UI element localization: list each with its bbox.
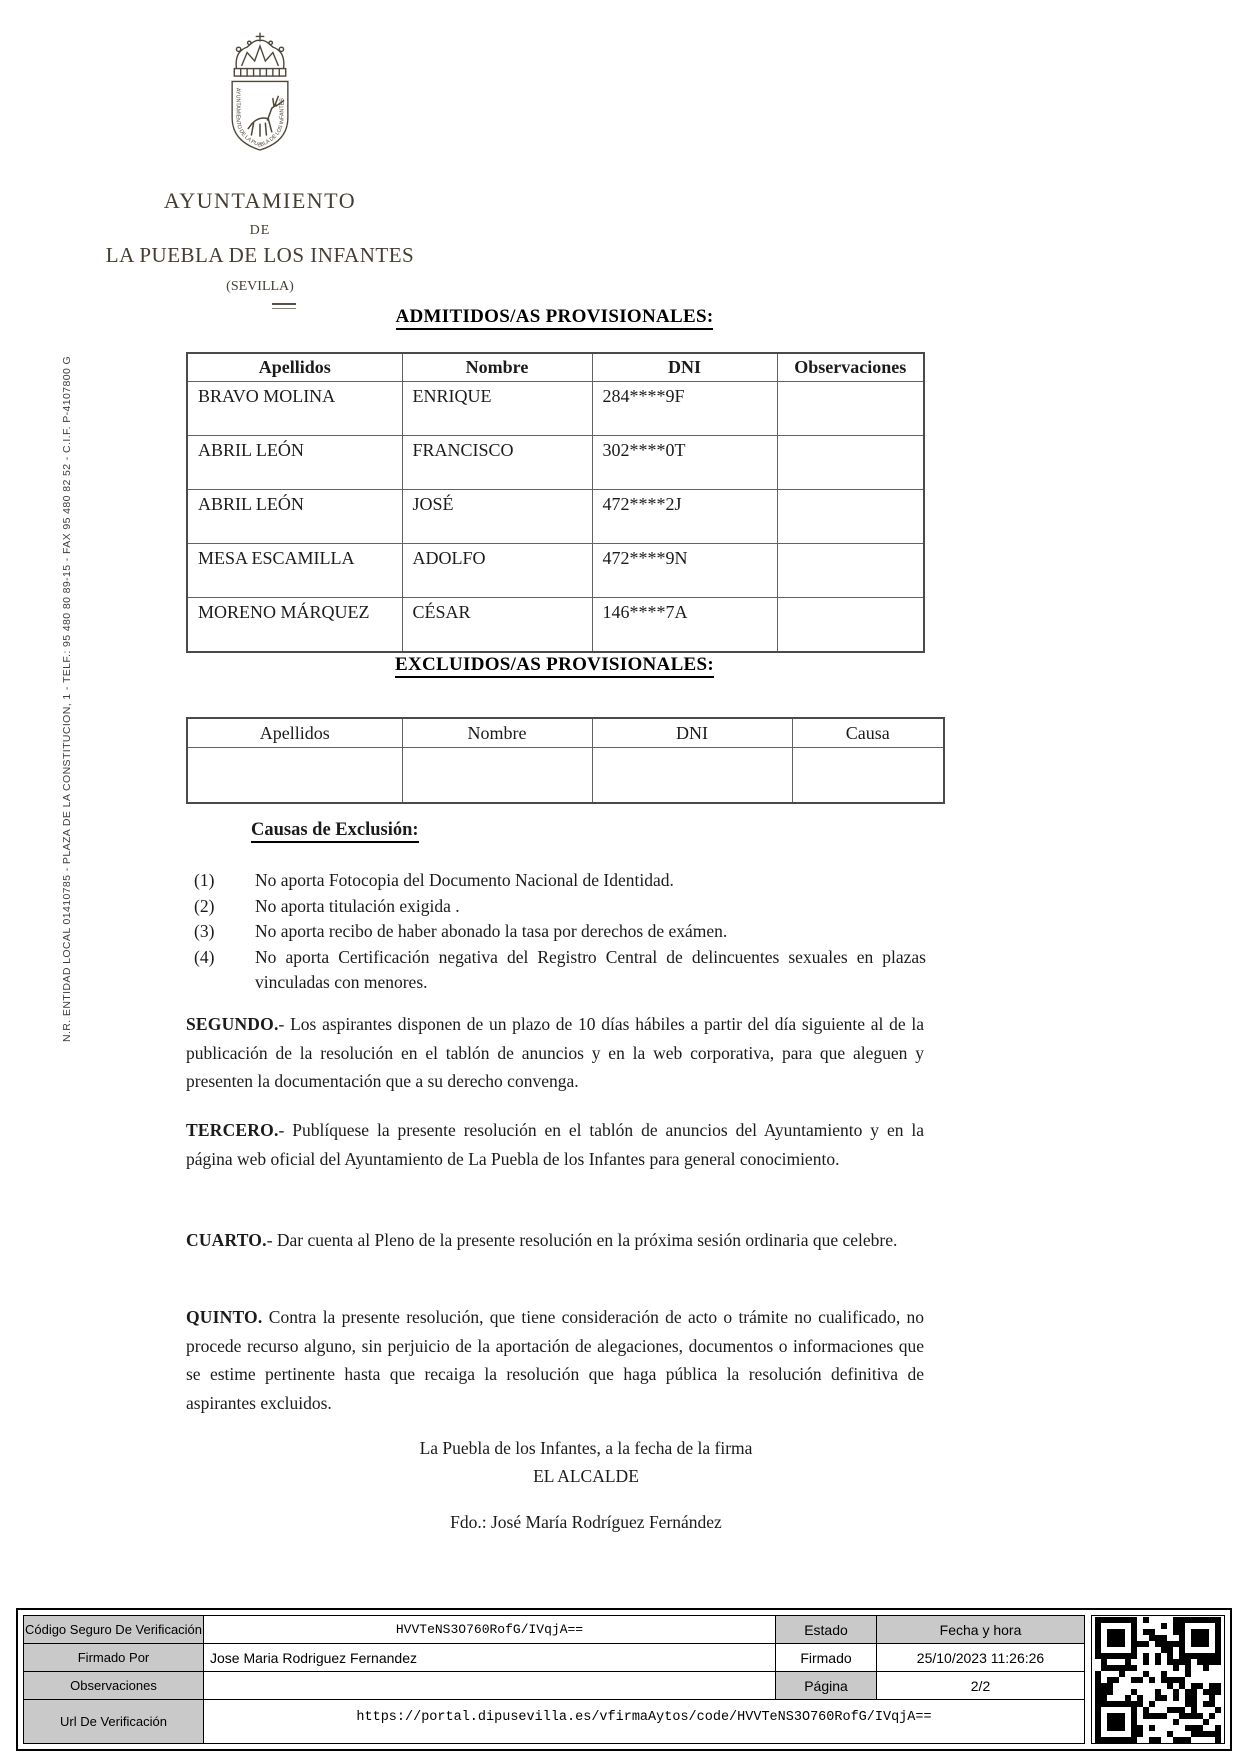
- cell-nombre: [402, 748, 592, 804]
- paragraph-text: Contra la presente resolución, que tiene consideración de acto o trámite no cualificado, no procede recurso alguno, sin perjuicio de la aportación de alegaciones, documentos o informaciones que se estime pertinente hasta que recaiga la resolución que haga pública la resolución definitiva de aspirantes excluidos.: [186, 1307, 925, 1413]
- cell-apellidos: BRAVO MOLINA: [187, 382, 402, 436]
- cell-dni: 284****9F: [592, 382, 777, 436]
- verification-footer: [16, 1608, 1232, 1751]
- cell-nombre: FRANCISCO: [402, 436, 592, 490]
- verification-table: [23, 1615, 1085, 1744]
- estado-value: Firmado: [776, 1644, 877, 1672]
- paragraph-text: Dar cuenta al Pleno de la presente resolución en la próxima sesión ordinaria que celebre.: [276, 1230, 898, 1250]
- firmado-por-value: Jose Maria Rodriguez Fernandez: [204, 1644, 776, 1672]
- paragraph-quinto: [186, 1303, 924, 1417]
- paragraph-text: Publíquese la presente resolución en el tablón de anuncios del Ayuntamiento y en la página web oficial del Ayuntamiento de La Puebla de los Infantes para general conocimiento.: [186, 1120, 924, 1169]
- excluded-header-dni: DNI: [592, 718, 792, 748]
- excluded-header-causa: Causa: [792, 718, 944, 748]
- cell-nombre: ENRIQUE: [402, 382, 592, 436]
- paragraph-label: SEGUNDO.: [186, 1014, 279, 1034]
- crown-cross: [256, 33, 264, 41]
- fecha-value: 25/10/2023 11:26:26: [877, 1644, 1084, 1672]
- cause-item: [194, 919, 926, 945]
- cell-causa: [792, 748, 944, 804]
- admitted-title: [186, 306, 923, 328]
- paragraph-separator: -: [266, 1230, 277, 1250]
- csv-label: Código Seguro De Verificación: [24, 1616, 204, 1644]
- cause-number: (2): [194, 895, 215, 916]
- cause-text: No aporta recibo de haber abonado la tasa por derechos de exámen.: [255, 921, 728, 941]
- signature-role-line: EL ALCALDE: [533, 1466, 639, 1486]
- cause-number: (4): [194, 946, 215, 967]
- table-row: [187, 598, 924, 653]
- url-value[interactable]: https://portal.dipusevilla.es/vfirmaAytos/code/HVVTeNS3O760RofG/IVqjA==: [356, 1710, 932, 1725]
- pagina-label: Página: [776, 1672, 877, 1700]
- paragraph-separator: -: [278, 1120, 293, 1140]
- causes-title: [251, 820, 419, 841]
- excluded-title-text: EXCLUIDOS/AS PROVISIONALES:: [395, 654, 714, 678]
- cell-dni: [592, 748, 792, 804]
- cell-dni: 302****0T: [592, 436, 777, 490]
- admitted-header-dni: DNI: [592, 353, 777, 382]
- coat-of-arms-graphic: [205, 30, 315, 180]
- cell-observaciones: [777, 436, 924, 490]
- paragraph-label: CUARTO.: [186, 1230, 267, 1250]
- causes-list: [194, 868, 926, 996]
- table-row: [187, 436, 924, 490]
- paragraph-separator: -: [278, 1014, 291, 1034]
- cause-text: No aporta titulación exigida .: [255, 895, 460, 916]
- org-name-line2: DE: [249, 223, 271, 238]
- estado-header: Estado: [776, 1616, 877, 1644]
- table-row: [187, 490, 924, 544]
- paragraph-cuarto: [186, 1226, 924, 1255]
- cell-observaciones: [777, 490, 924, 544]
- causes-title-text: Causas de Exclusión:: [251, 820, 419, 843]
- admitted-header-apellidos: Apellidos: [187, 353, 402, 382]
- cell-observaciones: [777, 544, 924, 598]
- excluded-header-apellidos: Apellidos: [187, 718, 402, 748]
- excluded-title: [186, 654, 923, 676]
- paragraph-text: Los aspirantes disponen de un plazo de 10 días hábiles a partir del día siguiente al de la publicación de la resolución en el tablón de anuncios y en la web corporativa, para que aleguen y presenten la documentación que a su derecho convenga.: [186, 1014, 925, 1091]
- org-name-line1: AYUNTAMIENTO: [163, 188, 357, 213]
- admitted-header-observaciones: Observaciones: [777, 353, 924, 382]
- crown-points: [242, 46, 278, 65]
- paragraph-label: QUINTO.: [186, 1307, 263, 1327]
- shield-outline: [232, 81, 288, 150]
- cell-observaciones: [777, 382, 924, 436]
- cause-number: (1): [194, 870, 215, 890]
- cell-apellidos: ABRIL LEÓN: [187, 490, 402, 544]
- firmado-por-label: Firmado Por: [24, 1644, 204, 1672]
- cause-text: No aporta Certificación negativa del Registro Central de delincuentes sexuales en plazas vinculadas con menores.: [255, 946, 926, 992]
- observaciones-label: Observaciones: [24, 1672, 204, 1700]
- cell-observaciones: [777, 598, 924, 653]
- admitted-header-nombre: Nombre: [402, 353, 592, 382]
- paragraph-label: TERCERO.: [186, 1120, 279, 1140]
- cell-apellidos: MORENO MÁRQUEZ: [187, 598, 402, 653]
- excluded-header-row: [187, 718, 944, 748]
- cell-nombre: JOSÉ: [402, 490, 592, 544]
- cause-number: (3): [194, 921, 215, 941]
- table-row: [187, 748, 944, 804]
- cause-item: [194, 894, 926, 920]
- qr-code-icon: [1095, 1617, 1221, 1743]
- cell-dni: 472****2J: [592, 490, 777, 544]
- excluded-table: [186, 717, 945, 804]
- cell-apellidos: MESA ESCAMILLA: [187, 544, 402, 598]
- org-name-line3: LA PUEBLA DE LOS INFANTES: [105, 243, 415, 267]
- paragraph-tercero: [186, 1116, 924, 1173]
- table-row: [187, 544, 924, 598]
- admitted-header-row: [187, 353, 924, 382]
- logo-circular-text: AYUNTAMIENTO DE LA PUEBLA DE LOS INFANTES: [234, 87, 286, 149]
- cell-dni: 146****7A: [592, 598, 777, 653]
- qr-code-box: [1091, 1615, 1225, 1744]
- signature-block: [216, 1434, 956, 1490]
- coat-of-arms-logo: [205, 30, 315, 180]
- admitted-title-text: ADMITIDOS/AS PROVISIONALES:: [396, 306, 714, 330]
- cell-dni: 472****9N: [592, 544, 777, 598]
- org-name-line4: (SEVILLA): [226, 279, 294, 294]
- paragraph-segundo: [186, 1010, 924, 1096]
- cause-item: [194, 945, 926, 996]
- csv-value: HVVTeNS3O760RofG/IVqjA==: [204, 1616, 776, 1644]
- observaciones-value: [204, 1672, 776, 1700]
- cell-apellidos: ABRIL LEÓN: [187, 436, 402, 490]
- excluded-header-nombre: Nombre: [402, 718, 592, 748]
- cell-nombre: ADOLFO: [402, 544, 592, 598]
- pagina-value: 2/2: [877, 1672, 1084, 1700]
- signature-name-line: Fdo.: José María Rodríguez Fernández: [450, 1512, 722, 1532]
- fecha-header: Fecha y hora: [877, 1616, 1084, 1644]
- cause-item: [194, 868, 926, 894]
- cell-nombre: CÉSAR: [402, 598, 592, 653]
- signature-place-line: La Puebla de los Infantes, a la fecha de la firma: [419, 1438, 753, 1458]
- cause-text: No aporta Fotocopia del Documento Nacional de Identidad.: [255, 870, 674, 890]
- url-label: Url De Verificación: [24, 1700, 204, 1743]
- cell-apellidos: [187, 748, 402, 804]
- sidebar-legal-text: N.R. ENTIDAD LOCAL 01410785 - PLAZA DE LA CONSTITUCION, 1 - TELF.: 95 480 80 89-15 - FAX 95 480 82 52 - C.I.F. P-4107800 G: [61, 355, 73, 1042]
- table-row: [187, 382, 924, 436]
- admitted-table: [186, 352, 925, 653]
